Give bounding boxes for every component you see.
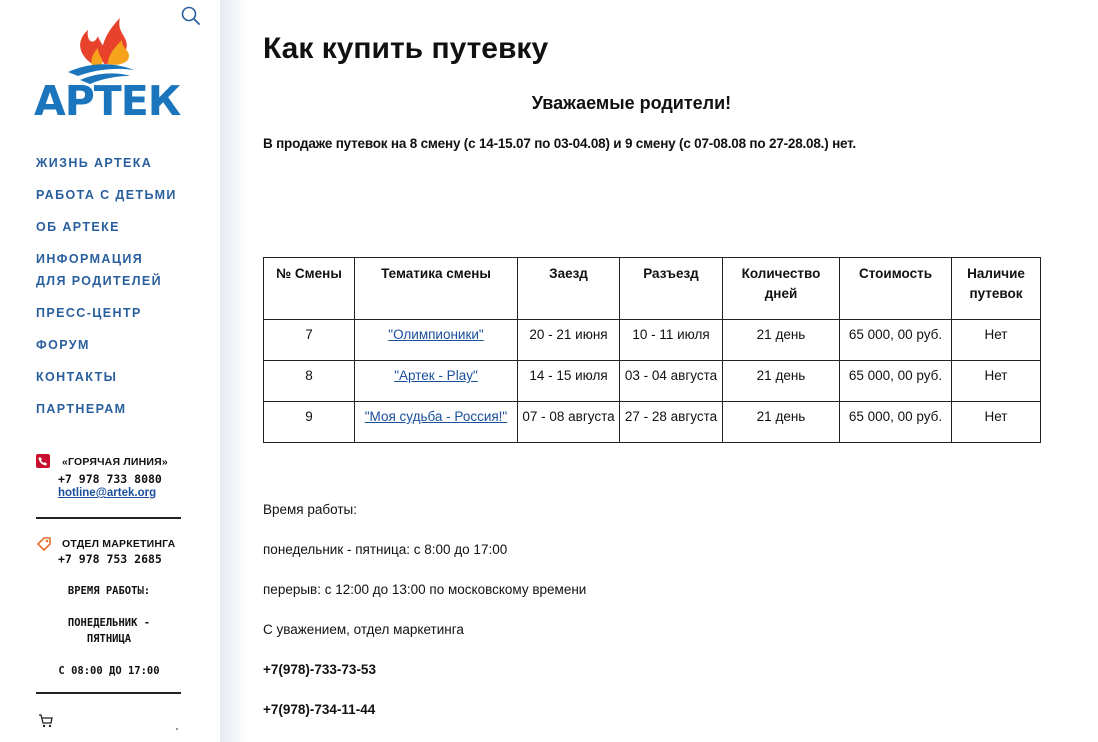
table-row [264,361,1041,402]
cell-departure: 27 - 28 августа [620,402,723,443]
col-header-theme: Тематика смены [355,258,518,320]
col-header-arrival: Заезд [518,258,620,320]
nav-item-ob-arteke[interactable]: ОБ АРТЕКЕ [36,220,120,234]
divider [36,517,181,519]
nav-item-forum[interactable]: ФОРУМ [36,338,90,352]
cell-theme [355,320,518,361]
cell-price: 65 000, 00 руб. [840,320,952,361]
phone-1[interactable]: +7(978)-733-73-53 [263,662,376,677]
cell-availability: Нет [952,402,1041,443]
flame-icon [34,14,184,84]
theme-link[interactable]: "Артек - Play" [394,368,478,383]
col-header-price: Стоимость [840,258,952,320]
sidebar-shadow [220,0,248,742]
marketing-title: ОТДЕЛ МАРКЕТИНГА [62,538,176,550]
nav-item-partners[interactable]: ПАРТНЕРАМ [36,402,127,416]
cell-availability: Нет [952,361,1041,402]
cell-theme [355,361,518,402]
cart-dot [176,728,178,730]
nav-item-press-center[interactable]: ПРЕСС-ЦЕНТР [36,306,142,320]
hotline-email-link[interactable]: hotline@artek.org [58,487,157,499]
theme-link[interactable]: "Олимпионики" [388,327,484,342]
nav-item-rabota-s-detmi[interactable]: РАБОТА С ДЕТЬМИ [36,188,177,202]
cell-shift-number: 7 [264,320,355,361]
cell-days: 21 день [723,361,840,402]
nav-item-info-dlya-roditeley[interactable]: ИНФОРМАЦИЯ ДЛЯ РОДИТЕЛЕЙ [36,252,163,288]
divider [36,692,181,694]
cell-theme [355,402,518,443]
marketing-days: ПОНЕДЕЛЬНИК - ПЯТНИЦА [67,617,151,645]
break-time: перерыв: с 12:00 до 13:00 по московскому времени [263,582,587,597]
nav-item-zhizn-arteka[interactable]: ЖИЗНЬ АРТЕКА [36,156,153,170]
cell-availability: Нет [952,320,1041,361]
tag-icon [36,536,50,550]
col-header-days: Количество дней [723,258,840,320]
marketing-hours: С 08:00 ДО 17:00 [58,665,160,677]
main-nav [36,152,216,430]
cell-arrival: 20 - 21 июня [518,320,620,361]
page-title: Как купить путевку [263,32,549,65]
sidebar [0,0,220,742]
cell-price: 65 000, 00 руб. [840,402,952,443]
nav-item-contacts[interactable]: КОНТАКТЫ [36,370,118,384]
hotline-title: «ГОРЯЧАЯ ЛИНИЯ» [62,456,168,468]
artek-logo[interactable] [34,14,184,125]
cell-arrival: 14 - 15 июля [518,361,620,402]
hotline-phone[interactable]: +7 978 733 8080 [58,472,162,486]
table-header-row [264,258,1041,320]
cell-departure: 03 - 04 августа [620,361,723,402]
cell-shift-number: 9 [264,402,355,443]
phone-2[interactable]: +7(978)-734-11-44 [263,702,376,717]
work-days: понедельник - пятница: с 8:00 до 17:00 [263,542,508,557]
work-hours-label: Время работы: [263,502,357,517]
greeting: Уважаемые родители! [531,93,732,113]
regards: С уважением, отдел маркетинга [263,622,464,637]
cart-icon[interactable] [38,713,54,729]
col-header-shift-number: № Смены [264,258,355,320]
cell-shift-number: 8 [264,361,355,402]
cell-price: 65 000, 00 руб. [840,361,952,402]
theme-link[interactable]: "Моя судьба - Россия!" [364,409,508,424]
table-row [264,320,1041,361]
marketing-hours-label: ВРЕМЯ РАБОТЫ: [67,585,151,597]
shifts-table [263,257,1041,443]
cell-days: 21 день [723,402,840,443]
cell-departure: 10 - 11 июля [620,320,723,361]
table-row [264,402,1041,443]
col-header-departure: Разъезд [620,258,723,320]
logo-wordmark: АРТЕК [34,77,181,125]
sale-notice: В продаже путевок на 8 смену (с 14-15.07 по 03-04.08) и 9 смену (с 07-08.08 по 27-28.08.) нет. [263,136,856,151]
phone-icon [36,454,50,468]
marketing-phone[interactable]: +7 978 753 2685 [58,552,162,566]
col-header-availability: Наличие путевок [952,258,1041,320]
cell-arrival: 07 - 08 августа [518,402,620,443]
cell-days: 21 день [723,320,840,361]
